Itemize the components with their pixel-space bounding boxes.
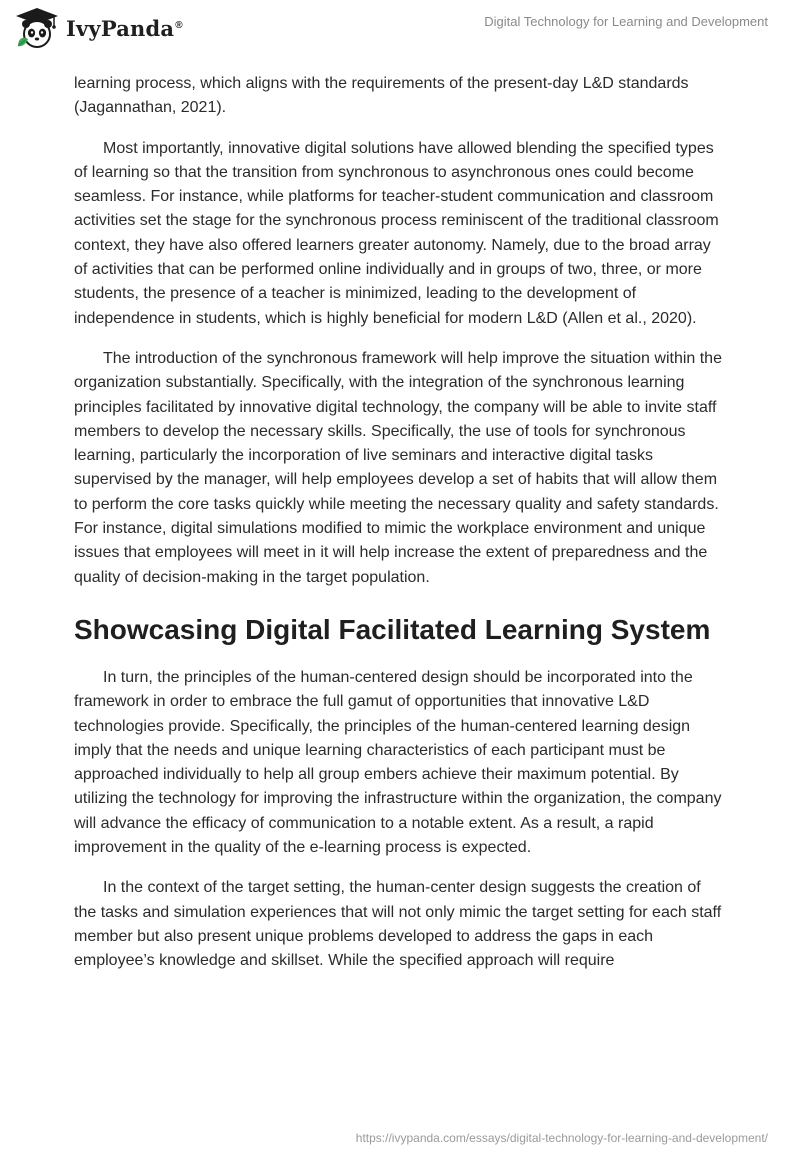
paragraph: Most importantly, innovative digital solutions have allowed blending the specified types of learning so that the transition from synchronous to asynchronous ones could become seamless. For instance, while platforms for teacher-student communication and classroom activities set the stage for the synchronous process reminiscent of the traditional classroom context, they have also offered learners greater autonomy. Namely, due to the broad array of activities that can be performed online individually and in groups of two, three, or more students, the presence of a teacher is minimized, leading to the development of independence in students, which is highly beneficial for modern L&D (Allen et al., 2020). [74, 139, 719, 327]
panda-graduate-icon [14, 6, 60, 50]
paragraph: In the context of the target setting, the human-center design suggests the creation of the tasks and simulation experiences that will not only mimic the target setting for each staff member but also present unique problems developed to address the gaps in each employee’s knowledge and skillset. While the specified approach will require [74, 879, 722, 970]
brand-name: IvyPanda® [66, 15, 183, 41]
document-title: Digital Technology for Learning and Development [484, 14, 768, 29]
page-header [0, 0, 800, 60]
essay-body [74, 72, 724, 990]
paragraph: The introduction of the synchronous framework will help improve the situation within the organization substantially. Specifically, with the integration of the synchronous learning principles facilitated by innovative digital technology, the company will be able to invite staff members to develop the necessary skills. Specifically, the use of tools for synchronous learning, particularly the incorporation of live seminars and interactive digital tasks supervised by the manager, will help employees develop a set of habits that will allow them to perform the core tasks quickly while meeting the necessary quality and safety standards. For instance, digital simulations modified to mimic the workplace environment and unique issues that employees will meet in it will help increase the extent of preparedness and the quality of decision-making in the target population. [74, 349, 722, 586]
section-heading: Showcasing Digital Facilitated Learning System [74, 613, 711, 645]
paragraph: learning process, which aligns with the requirements of the present-day L&D standards (Jagannathan, 2021). [74, 75, 689, 117]
registered-mark: ® [175, 19, 183, 31]
ivypanda-logo[interactable] [14, 6, 183, 50]
source-url[interactable]: https://ivypanda.com/essays/digital-technology-for-learning-and-development/ [355, 1131, 768, 1145]
paragraph: In turn, the principles of the human-centered design should be incorporated into the framework in order to embrace the full gamut of opportunities that innovative L&D technologies provide. Specifically, the principles of the human-centered learning design imply that the needs and unique learning characteristics of each participant must be approached individually to help all group embers achieve their maximum potential. By utilizing the technology for improving the infrastructure within the organization, the company will advance the efficacy of communication to a notable extent. As a result, a rapid improvement in the quality of the e-learning process is expected. [74, 668, 722, 857]
